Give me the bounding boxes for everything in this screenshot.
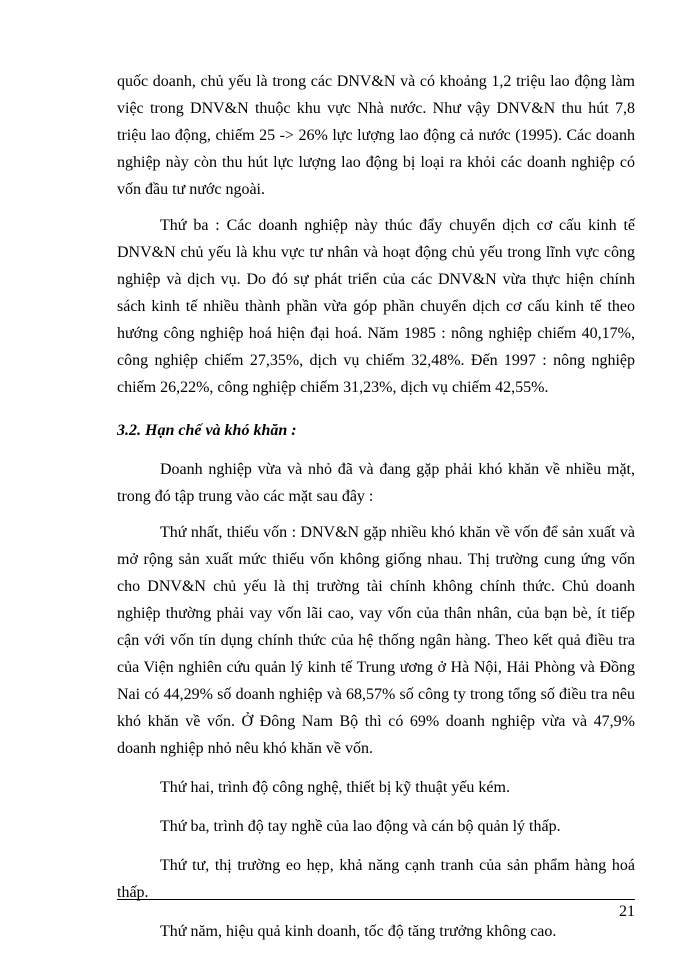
paragraph-thu-ba: Thứ ba : Các doanh nghiệp này thúc đẩy chuyển dịch cơ cấu kinh tế DNV&N chủ yếu là khu vực tư nhân và hoạt động chủ yếu trong lĩnh vực công nghiệp và dịch vụ. Do đó sự phát triển của các DNV&N vừa thực hiện chính sách kinh tế nhiều thành phần vừa góp phần chuyển dịch cơ cấu kinh tế theo hướng công nghiệp hoá hiện đại hoá. Năm 1985 : nông nghiệp chiếm 40,17%, công nghiệp chiếm 27,35%, dịch vụ chiếm 32,48%. Đến 1997 : nông nghiệp chiếm 26,22%, công nghiệp chiếm 31,23%, dịch vụ chiếm 42,55%. — [117, 217, 635, 396]
page-number: 21 — [619, 903, 635, 920]
paragraph-thu-tu: Thứ tư, thị trường eo hẹp, khả năng cạnh tranh của sản phẩm hàng hoá thấp. — [117, 857, 635, 901]
section-heading: 3.2. Hạn chế và khó khăn : — [117, 422, 297, 439]
paragraph-thu-nam: Thứ năm, hiệu quả kinh doanh, tốc độ tăng trưởng không cao. — [160, 923, 557, 940]
paragraph-thu-nhat: Thứ nhất, thiếu vốn : DNV&N gặp nhiều khó khăn về vốn để sản xuất và mở rộng sản xuất mức thiếu vốn không giống nhau. Thị trường cung ứng vốn cho DNV&N chủ yếu là thị trường tài chính không chính thức. Chủ doanh nghiệp thường phải vay vốn lãi cao, vay vốn của thân nhân, của bạn bè, ít tiếp cận với vốn tín dụng chính thức của hệ thống ngân hàng. Theo kết quả điều tra của Viện nghiên cứu quản lý kinh tế Trung ương ở Hà Nội, Hải Phòng và Đồng Nai có 44,29% số doanh nghiệp và 68,57% số công ty trong tổng số điều tra nêu khó khăn về vốn. Ở Đông Nam Bộ thì có 69% doanh nghiệp vừa và 47,9% doanh nghiệp nhỏ nêu khó khăn về vốn. — [117, 524, 635, 757]
paragraph-continuation: quốc doanh, chủ yếu là trong các DNV&N và có khoảng 1,2 triệu lao động làm việc trong DNV&N thuộc khu vực Nhà nước. Như vậy DNV&N thu hút 7,8 triệu lao động, chiếm 25 -> 26% lực lượng lao động cả nước (1995). Các doanh nghiệp này còn thu hút lực lượng lao động bị loại ra khỏi các doanh nghiệp có vốn đầu tư nước ngoài. — [117, 73, 635, 198]
body-text — [117, 68, 635, 945]
paragraph-intro-difficulties: Doanh nghiệp vừa và nhỏ đã và đang gặp phải khó khăn về nhiều mặt, trong đó tập trung vào các mặt sau đây : — [117, 461, 635, 505]
footer-divider — [117, 899, 635, 900]
paragraph-thu-hai: Thứ hai, trình độ công nghệ, thiết bị kỹ thuật yếu kém. — [160, 779, 510, 796]
paragraph-thu-ba-short: Thứ ba, trình độ tay nghề của lao động và cán bộ quản lý thấp. — [160, 818, 561, 835]
